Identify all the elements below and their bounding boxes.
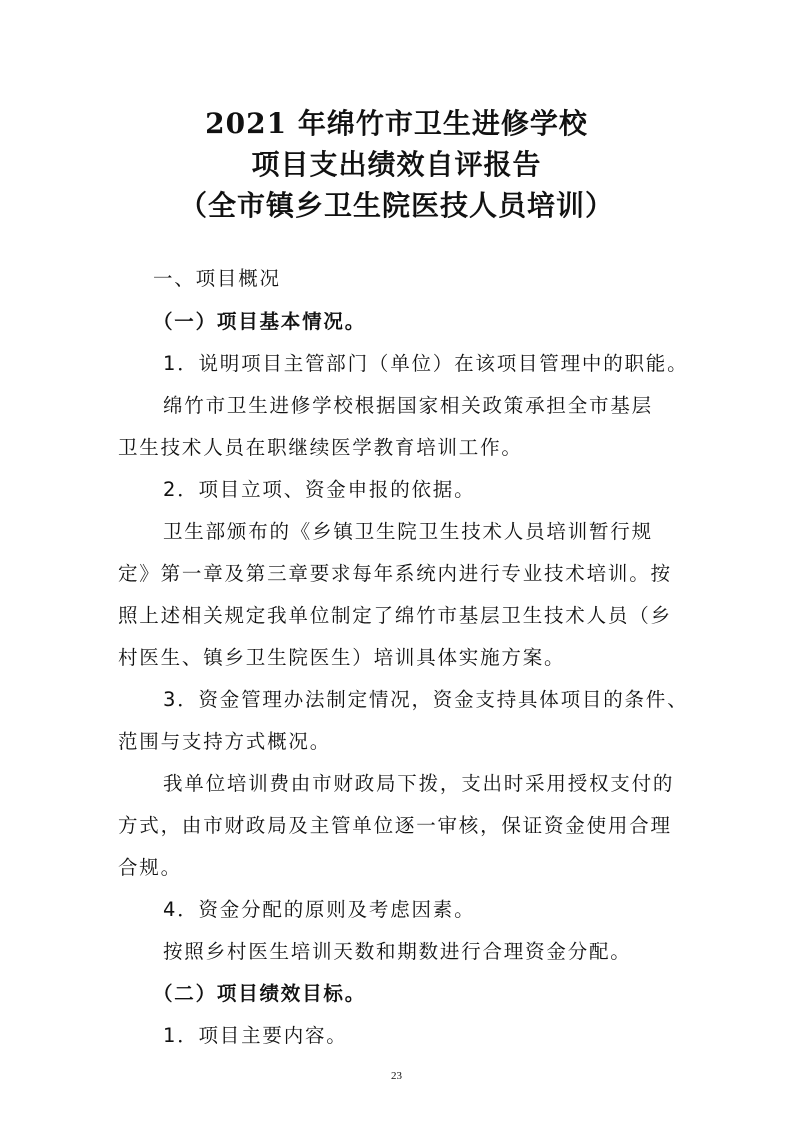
subsection-heading: （一）项目基本情况。 — [153, 310, 367, 333]
item-title: 1．说明项目主管部门（单位）在该项目管理中的职能。 — [163, 352, 689, 375]
paragraph-line: 卫生部颁布的《乡镇卫生院卫生技术人员培训暂行规 — [163, 520, 653, 543]
paragraph-line: 村医生、镇乡卫生院医生）培训具体实施方案。 — [118, 646, 566, 669]
item-title: 2．项目立项、资金申报的依据。 — [163, 478, 476, 501]
paragraph-line: 定》第一章及第三章要求每年系统内进行专业技术培训。按 — [118, 562, 672, 585]
subsection-heading: （二）项目绩效目标。 — [153, 982, 367, 1005]
paragraph-line: 绵竹市卫生进修学校根据国家相关政策承担全市基层 — [163, 394, 653, 417]
paragraph-line: 方式，由市财政局及主管单位逐一审核，保证资金使用合理 — [118, 814, 672, 837]
item-title: 1．项目主要内容。 — [163, 1024, 348, 1047]
report-title-line-3: （全市镇乡卫生院医技人员培训） — [178, 189, 614, 222]
item-title: 范围与支持方式概况。 — [118, 730, 332, 753]
section-heading: 一、项目概况 — [153, 267, 281, 290]
paragraph-line: 按照乡村医生培训天数和期数进行合理资金分配。 — [163, 940, 632, 963]
page-number: 23 — [391, 1070, 402, 1082]
paragraph-line: 卫生技术人员在职继续医学教育培训工作。 — [118, 436, 523, 459]
paragraph-line: 合规。 — [118, 856, 182, 879]
paragraph-line: 照上述相关规定我单位制定了绵竹市基层卫生技术人员（乡 — [118, 604, 672, 627]
report-title-line-2: 项目支出绩效自评报告 — [251, 148, 542, 181]
item-title: 3．资金管理办法制定情况，资金支持具体项目的条件、 — [163, 688, 689, 711]
item-title: 4．资金分配的原则及考虑因素。 — [163, 898, 476, 921]
report-title-line-1: 2021 年绵竹市卫生进修学校 — [205, 107, 588, 140]
paragraph-line: 我单位培训费由市财政局下拨，支出时采用授权支付的 — [163, 772, 675, 795]
